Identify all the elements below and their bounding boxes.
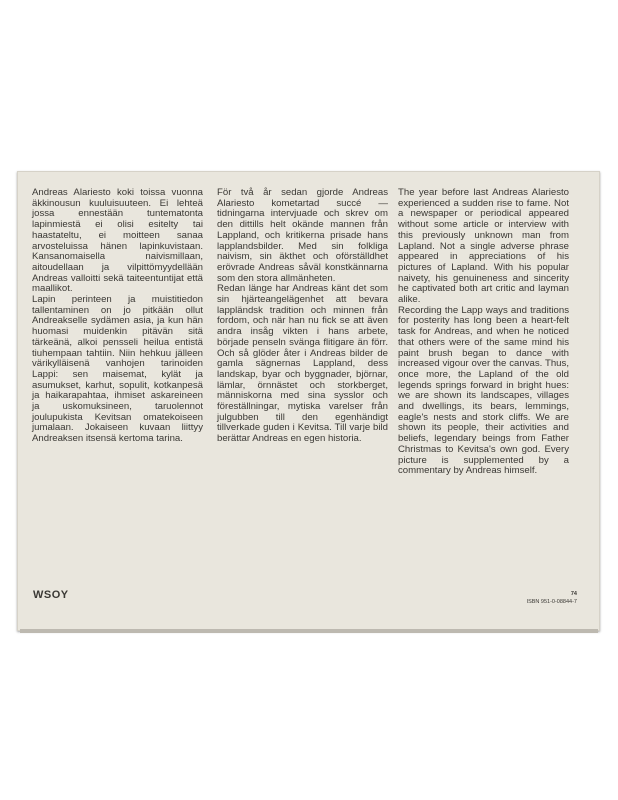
publisher-logo-text: WSOY [33,589,69,601]
isbn-number: ISBN 951-0-08844-7 [526,599,577,605]
finnish-paragraph-1: Andreas Alariesto koki toissa vuonna äkkinousun kuuluisuuteen. Ei lehteä jossa ennestään tuntematonta lapinmiestä ei olisi esitelty tai haastateltu, ei moitteen sanaa arvosteluissa hänen lapinkuvistaan. Kansanomaisella naivismillaan, aitoudellaan ja vilpittömyydellään Andreas valloitti sekä taiteentuntijat että maallikot. [32,187,203,295]
cover-edge [20,629,598,633]
finnish-paragraph-2: Lapin perinteen ja muistitiedon tallentaminen on jo pitkään ollut Andreakselle sydämen asia, ja kun hän huomasi muidenkin pitävän sitä tärkeänä, alkoi pensseli heilua entistä tiuhempaan tahtiin. Niin hehkuu jälleen värikylläisenä vanhojen tarinoiden Lappi: sen maisemat, kylät ja asumukset, karhut, sopulit, kotkanpesä ja haikarapahtaa, ihmiset askareineen ja uskomuksineen, taruolennot joulupukista Kevitsan omatekoiseen jumalaan. Jokaiseen kuvaan liittyy Andreaksen itsensä kertoma tarina. [32,294,203,445]
book-back-cover [17,171,600,631]
swedish-text-column [217,188,388,445]
product-code: 74 [570,591,577,597]
finnish-text-column [32,188,203,445]
swedish-paragraph-1: För två år sedan gjorde Andreas Alariesto kometartad succé — tidningarna intervjuade och skrev om den dittills helt okände mannen från Lappland, och kritikerna prisade hans lapplandsbilder. Med sin folkliga naivism, sin äkthet och oförställdhet erövrade Andreas såväl konstkännarna som den stora allmänheten. [217,187,388,284]
english-paragraph-2: Recording the Lapp ways and traditions for posterity has long been a heart-felt task for Andreas, and when he noticed that others were of the same mind his paint brush began to dance with increased vigour over the canvas. Thus, once more, the Lapland of the old legends springs forward in bright hues: we are shown its landscapes, villages and dwellings, its bears, lemmings, eagle's nests and stork cliffs. We are shown its people, their activities and beliefs, legendary beings from Father Christmas to Kevitsa's own god. Every picture is supplemented by a commentary by Andreas himself. [398,304,569,477]
english-paragraph-1: The year before last Andreas Alariesto experienced a sudden rise to fame. Not a newspaper or periodical appeared without some article or interview with this previously unknown man from Lapland. Not a single adverse phrase appeared in appreciations of his pictures of Lapland. With his popular naivety, his genuineness and sincerity he captivated both art critic and layman alike. [398,187,569,306]
english-text-column [398,188,569,477]
swedish-paragraph-2: Redan länge har Andreas känt det som sin hjärteangelägenhet att bevara lappländsk tradition och minnen från fordom, och när han nu fick se att även andra insåg vikten i hans arbete, började penseln svänga flitigare än förr. Och så glöder åter i Andreas bilder de gamla sägnernas Lappland, dess landskap, byar och byggnader, björnar, lämlar, örnnästet och storkberget, människorna med sina sysslor och föreställningar, mytiska varelser från julgubben till den egenhändigt tillverkade guden i Kevitsa. Till varje bild berättar Andreas en egen historia. [217,283,388,445]
